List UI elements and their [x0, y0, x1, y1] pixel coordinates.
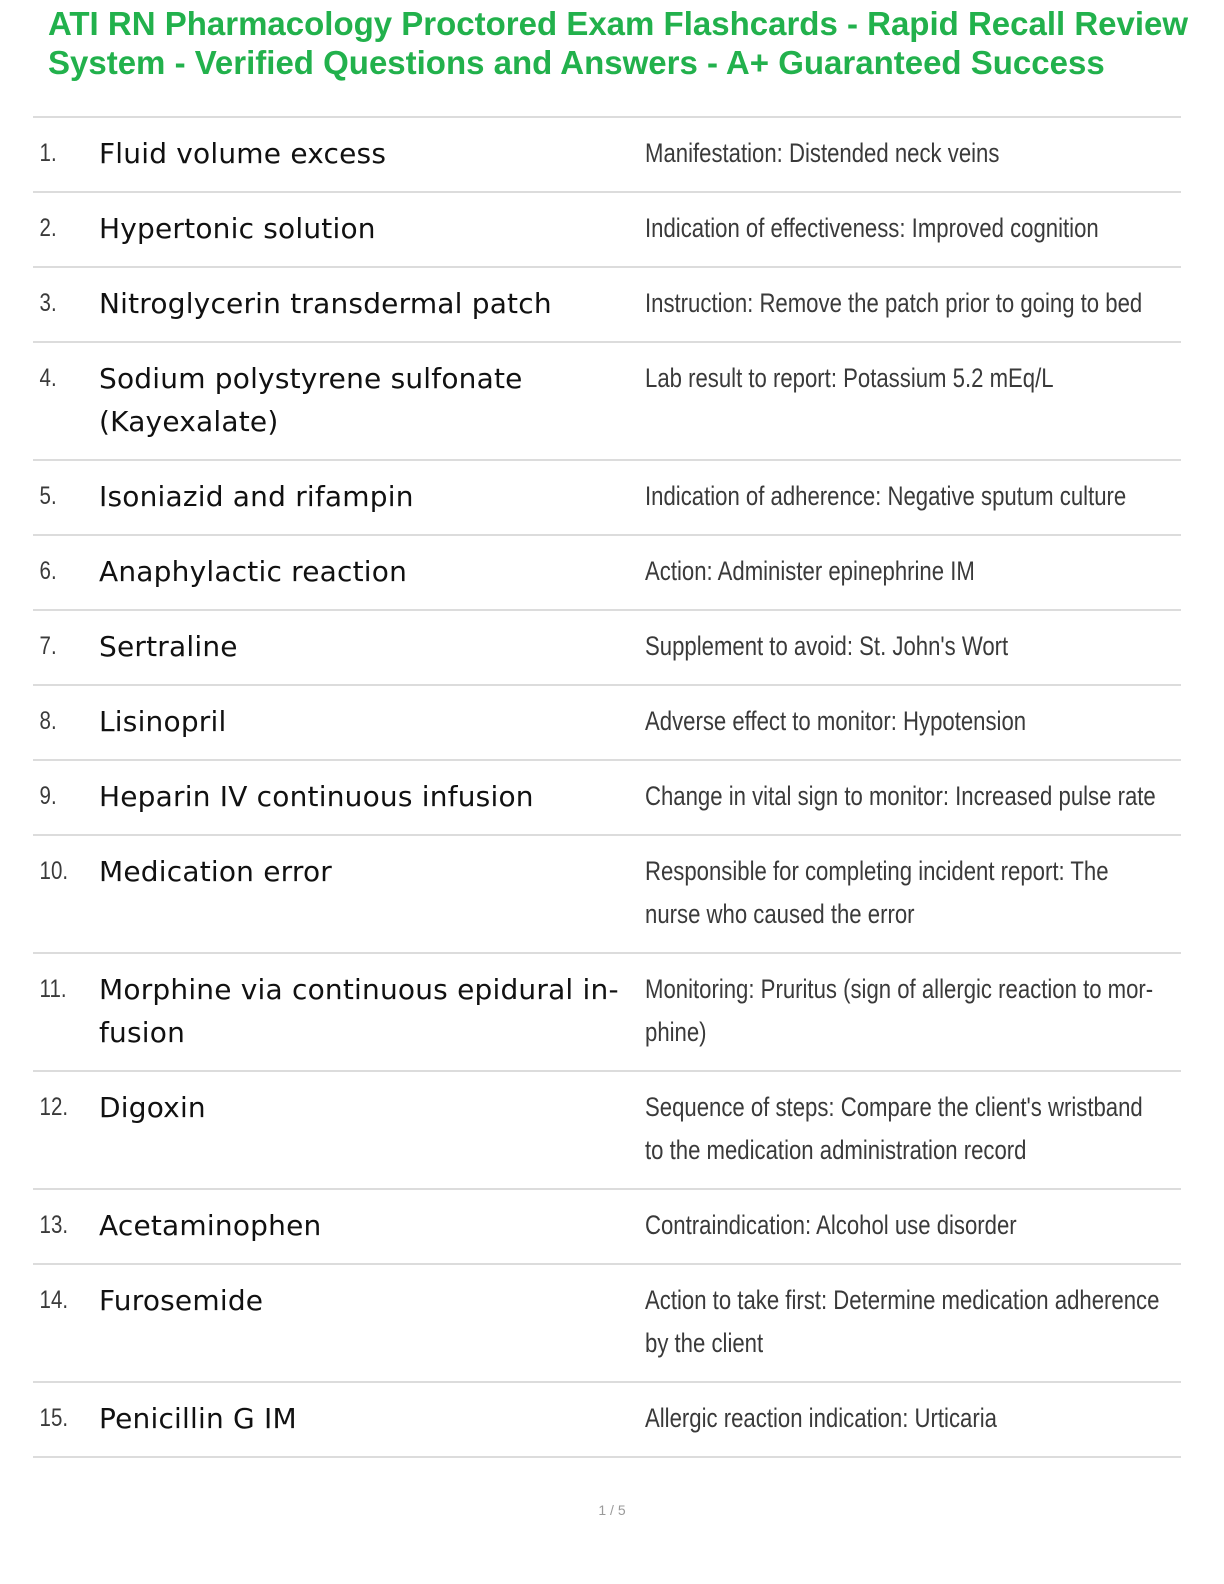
- card-definition: Indication of effectiveness: Improved cognition: [645, 213, 1099, 243]
- card-definition: Supplement to avoid: St. John's Wort: [645, 631, 1009, 661]
- card-definition: Contraindication: Alcohol use disorder: [645, 1210, 1017, 1240]
- card-term: Digoxin: [99, 1091, 206, 1124]
- flashcard-row: [33, 461, 1181, 536]
- card-number: 7.: [39, 632, 57, 660]
- card-term: Hypertonic solution: [99, 212, 376, 245]
- card-definition: Sequence of steps: Compare the client's wristband to the medication administration record: [645, 1092, 1143, 1165]
- card-term: Medication error: [99, 855, 333, 888]
- card-term: Acetaminophen: [99, 1209, 322, 1242]
- card-term: Furosemide: [99, 1284, 264, 1317]
- flashcard-row: [33, 1190, 1181, 1265]
- flashcard-row: [33, 954, 1181, 1072]
- flashcard-row: [33, 193, 1181, 268]
- card-definition: Adverse effect to monitor: Hypotension: [645, 706, 1027, 736]
- flashcard-row: [33, 1072, 1181, 1190]
- page-indicator: 1 / 5: [598, 1502, 626, 1518]
- card-number: 4.: [39, 364, 57, 392]
- card-definition: Lab result to report: Potassium 5.2 mEq/L: [645, 363, 1054, 393]
- card-definition: Action to take first: Determine medication adherence by the client: [645, 1285, 1160, 1358]
- flashcard-row: [33, 118, 1181, 193]
- flashcard-row: [33, 686, 1181, 761]
- flashcard-row: [33, 343, 1181, 461]
- flashcard-row: [33, 836, 1181, 954]
- flashcard-row: [33, 268, 1181, 343]
- card-definition: Allergic reaction indication: Urticaria: [645, 1403, 997, 1433]
- card-term: Heparin IV continuous infusion: [99, 780, 534, 813]
- card-term: Lisinopril: [99, 705, 227, 738]
- card-definition: Monitoring: Pruritus (sign of allergic reaction to mor-phine): [645, 974, 1154, 1047]
- card-number: 1.: [39, 139, 57, 167]
- card-number: 11.: [39, 975, 67, 1003]
- card-number: 3.: [39, 289, 57, 317]
- card-definition: Action: Administer epinephrine IM: [645, 556, 975, 586]
- flashcard-row: [33, 1265, 1181, 1383]
- card-number: 13.: [39, 1211, 69, 1239]
- card-definition: Change in vital sign to monitor: Increased pulse rate: [645, 781, 1156, 811]
- card-number: 15.: [39, 1404, 69, 1432]
- card-number: 14.: [39, 1286, 69, 1314]
- card-term: Sodium polystyrene sulfonate (Kayexalate): [99, 362, 523, 438]
- card-number: 6.: [39, 557, 57, 585]
- card-number: 10.: [39, 857, 69, 885]
- card-term: Isoniazid and rifampin: [99, 480, 414, 513]
- card-number: 5.: [39, 482, 57, 510]
- flashcard-row: [33, 536, 1181, 611]
- card-number: 12.: [39, 1093, 69, 1121]
- card-definition: Responsible for completing incident report: The nurse who caused the error: [645, 856, 1109, 929]
- card-number: 9.: [39, 782, 57, 810]
- card-term: Penicillin G IM: [99, 1402, 297, 1435]
- card-number: 2.: [39, 214, 57, 242]
- flashcard-row: [33, 1383, 1181, 1458]
- card-definition: Indication of adherence: Negative sputum culture: [645, 481, 1127, 511]
- card-term: Nitroglycerin transdermal patch: [99, 287, 552, 320]
- card-number: 8.: [39, 707, 57, 735]
- card-term: Sertraline: [99, 630, 238, 663]
- document-title: ATI RN Pharmacology Proctored Exam Flashcards - Rapid Recall Review System - Verified Questions and Answers - A+ Guaranteed Success: [48, 5, 1189, 81]
- card-term: Morphine via continuous epidural in-fusion: [99, 973, 619, 1049]
- card-definition: Manifestation: Distended neck veins: [645, 138, 1000, 168]
- card-definition: Instruction: Remove the patch prior to going to bed: [645, 288, 1143, 318]
- card-term: Fluid volume excess: [99, 137, 387, 170]
- flashcard-row: [33, 611, 1181, 686]
- card-term: Anaphylactic reaction: [99, 555, 408, 588]
- flashcard-row: [33, 761, 1181, 836]
- flashcard-list: [33, 116, 1181, 1458]
